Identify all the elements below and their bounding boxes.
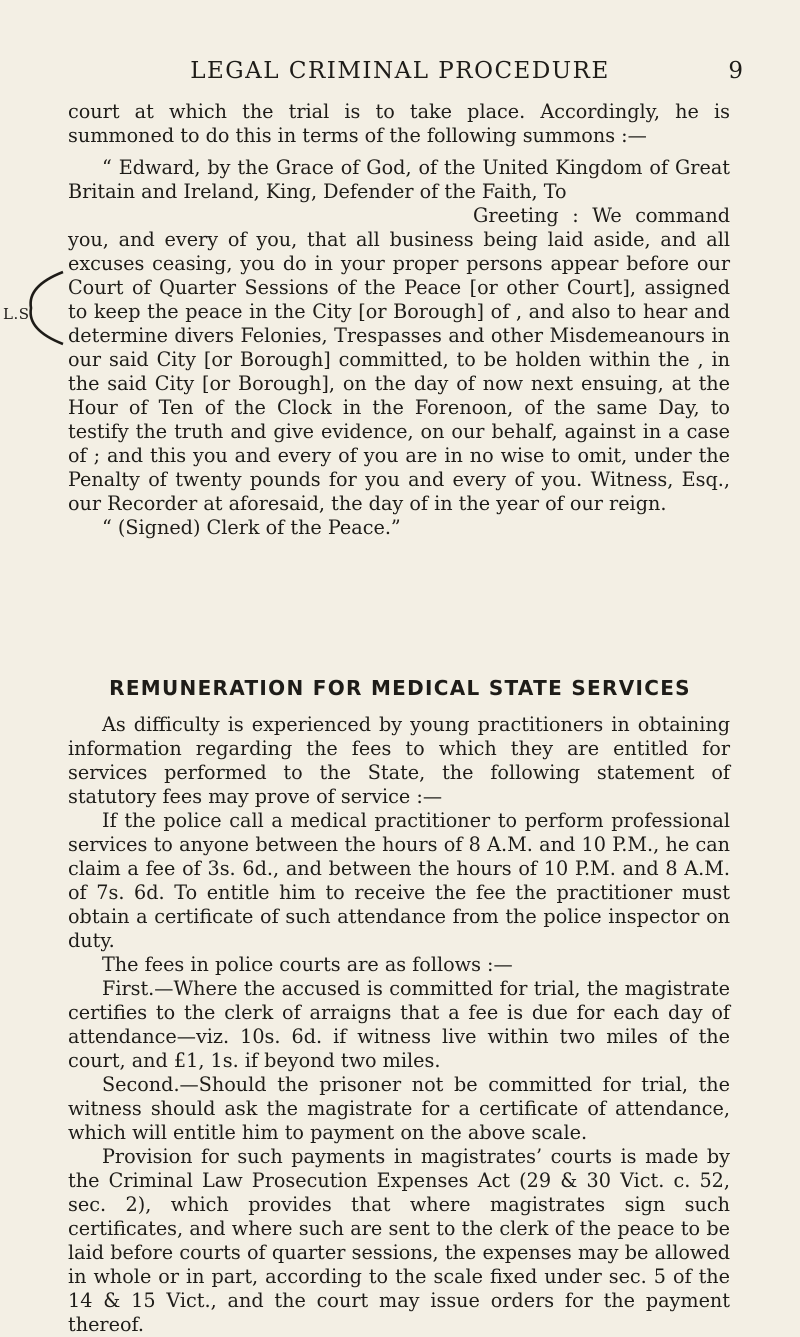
section-paragraph: Second.—Should the prisoner not be committed for trial, the witness should ask the magistrate for a certificate of attendance, which will entitle him to payment on the above scale. bbox=[68, 1073, 730, 1144]
remuneration-section bbox=[68, 713, 730, 1337]
summons-block bbox=[68, 100, 730, 540]
summons-body: Greeting : We command you, and every of you, that all business being laid aside, and all excuses ceasing, you do in your proper persons appear before our Court of Quarter Sessions of the Peace [or other Court], assigned to keep the peace in the City [or Borough] of , and also to hear and determine divers Felonies, Trespasses and other Misdemeanours in our said City [or Borough] committed, to be holden within the , in the said City [or Borough], on the day of now next ensuing, at the Hour of Ten of the Clock in the Forenoon, of the same Day, to testify the truth and give evidence, on our behalf, against in a case of ; and this you and every of you are in no wise to omit, under the Penalty of twenty pounds for you and every of you. Witness, Esq., our Recorder at aforesaid, the day of in the year of our reign. bbox=[68, 204, 730, 515]
summons-signature: “ (Signed) Clerk of the Peace.” bbox=[102, 516, 401, 539]
section-paragraph: Provision for such payments in magistrates’ courts is made by the Criminal Law Prosecution Expenses Act (29 & 30 Vict. c. 52, sec. 2), which provides that where magistrates sign such certificates, and where such are sent to the clerk of the peace to be laid before courts of quarter sessions, the expenses may be allowed in whole or in part, according to the scale fixed under sec. 5 of the 14 & 15 Vict., and the court may issue orders for the payment thereof. bbox=[68, 1145, 730, 1336]
section-paragraph: First.—Where the accused is committed for trial, the magistrate certifies to the clerk of arraigns that a fee is due for each day of attendance—viz. 10s. 6d. if witness live within two miles of the court, and £1, 1s. if beyond two miles. bbox=[68, 977, 730, 1072]
section-paragraph: The fees in police courts are as follows :— bbox=[102, 953, 513, 976]
running-title: LEGAL CRIMINAL PROCEDURE bbox=[190, 58, 610, 84]
section-heading: REMUNERATION FOR MEDICAL STATE SERVICES bbox=[109, 676, 691, 700]
summons-opening: “ Edward, by the Grace of God, of the United Kingdom of Great Britain and Ireland, King, Defender of the Faith, To bbox=[68, 156, 730, 203]
page-number: 9 bbox=[728, 58, 743, 84]
running-header bbox=[0, 58, 800, 88]
seal-label: L.S. bbox=[3, 305, 35, 323]
section-paragraph: If the police call a medical practitioner to perform professional services to anyone between the hours of 8 A.M. and 10 P.M., he can claim a fee of 3s. 6d., and between the hours of 10 P.M. and 8 A.M. of 7s. 6d. To entitle him to receive the fee the practitioner must obtain a certificate of such attendance from the police inspector on duty. bbox=[68, 809, 730, 952]
intro-paragraph: court at which the trial is to take place. Accordingly, he is summoned to do this in terms of the following summons :— bbox=[68, 100, 730, 147]
section-paragraph: As difficulty is experienced by young practitioners in obtaining information regarding the fees to which they are entitled for services performed to the State, the following statement of statutory fees may prove of service :— bbox=[68, 713, 730, 808]
